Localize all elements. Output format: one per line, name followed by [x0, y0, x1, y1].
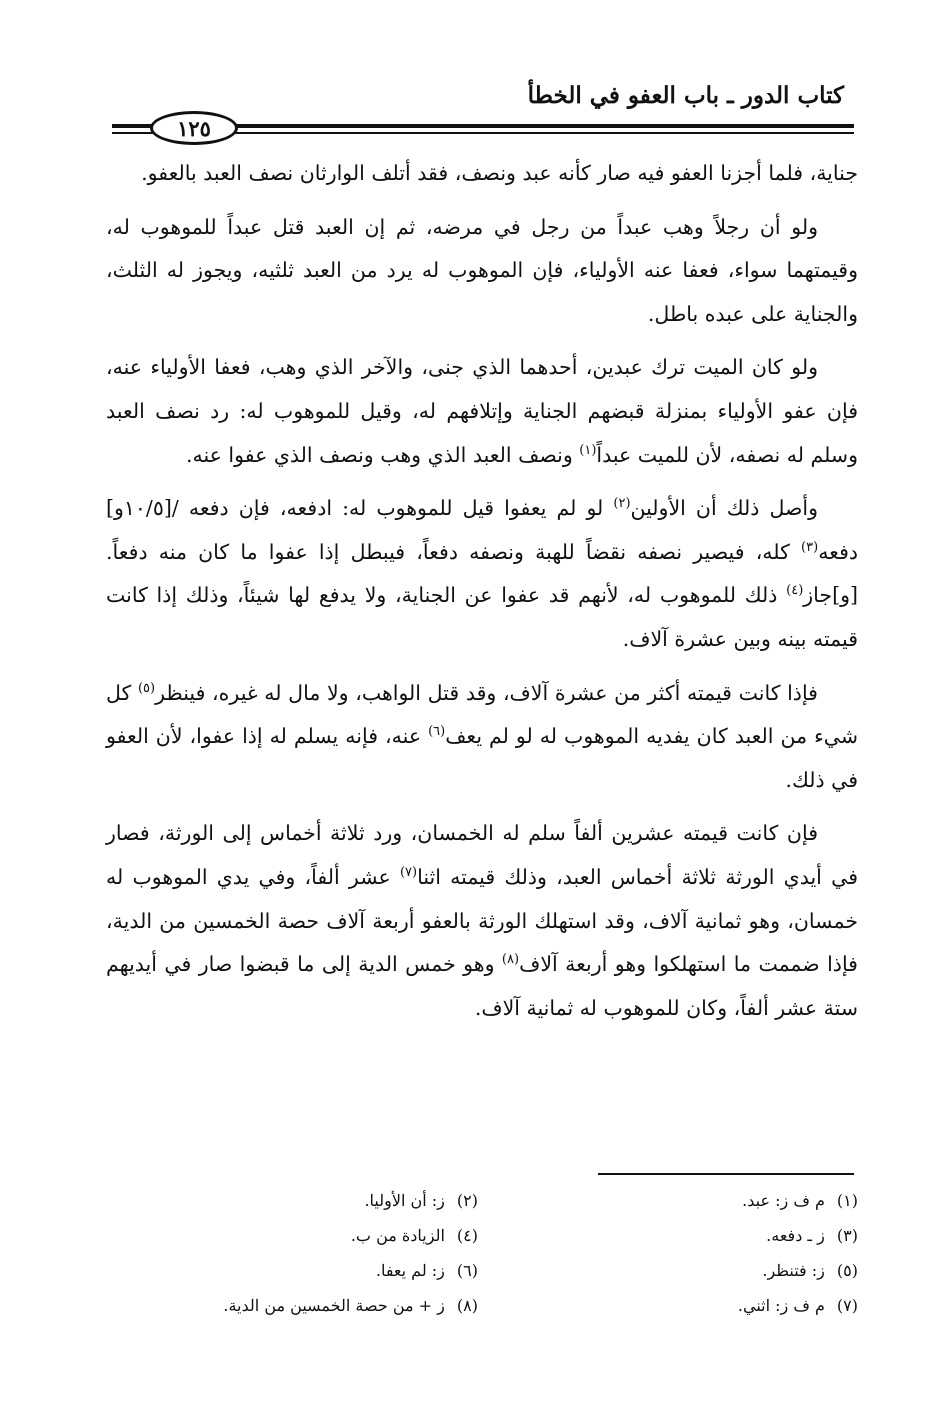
paragraph: ولو أن رجلاً وهب عبداً من رجل في مرضه، ثم إن العبد قتل عبداً للموهوب له، وقيمتهما سواء، فعفا عنه الأولياء، فإن الموهوب له يرد من العبد ثلثيه، ويجوز له الثلث، والجناية على عبده باطل.	[106, 214, 858, 326]
footnotes	[118, 1185, 858, 1322]
main-text	[106, 152, 858, 1040]
paragraph: فإن كانت قيمته عشرين ألفاً سلم له الخمسان، ورد ثلاثة أخماس إلى الورثة، فصار في أيدي الورثة ثلاثة أخماس العبد، وذلك قيمته اثنا$^{(٧)}$ عشر ألفاً، وفي يدي الموهوب له خمسان، وهو ثمانية آلاف، وقد استهلك الورثة بالعفو أربعة آلاف حصة الخمسين من الدية، فإذا ضممت ما استهلكوا وهو أربعة آلاف$^{(٨)}$ وهو خمس الدية إلى ما قبضوا صار في أيديهم ستة عشر ألفاً، وكان للموهوب له ثمانية آلاف.	[106, 821, 858, 1020]
footnote-ref: (٨)	[501, 952, 520, 968]
footnote: (٣)ز ـ دفعه.	[766, 1226, 858, 1245]
footnote: (٨)ز + من حصة الخمسين من الدية.	[223, 1296, 478, 1315]
paragraph: ولو كان الميت ترك عبدين، أحدهما الذي جنى، والآخر الذي وهب، فعفا الأولياء عنه، فإن عفو الأولياء بمنزلة قبضهم الجناية وإتلافهم له، وقيل للموهوب له: رد نصف العبد وسلم له نصفه، لأن للميت عبداً$^{(١)}$ ونصف العبد الذي وهب ونصف الذي عفوا عنه.	[106, 355, 858, 467]
footnote-ref: (٣)	[801, 539, 819, 555]
footnote: (٤)الزيادة من ب.	[350, 1226, 478, 1245]
footnote-ref: (١)	[579, 442, 597, 458]
paragraph: فإذا كانت قيمته أكثر من عشرة آلاف، وقد قتل الواهب، ولا مال له غيره، فينظر$^{(٥)}$ كل شيء من العبد كان يفديه الموهوب له لو لم يعف$^{(٦)}$ عنه، فإنه يسلم له إذا عفوا، لأن العفو في ذلك.	[106, 680, 858, 792]
footnote-ref: (٢)	[613, 496, 631, 512]
footnote: (٢)ز: أن الأوليا.	[364, 1191, 478, 1210]
footnote: (٦)ز: لم يعفا.	[375, 1261, 478, 1280]
paragraph: وأصل ذلك أن الأولين$^{(٢)}$ لو لم يعفوا قيل للموهوب له: ادفعه، فإن دفعه /[١٠/٥و] دفعه$^{(٣)}$ كله، فيصير نصفه نقضاً للهبة ونصفه دفعاً، فيبطل إذا عفوا ما كان منه دفعاً. [و]جاز$^{(٤)}$ ذلك للموهوب له، لأنهم قد عفوا عن الجناية، ولا يدفع لها شيئاً، وذلك إذا كانت قيمته بينه وبين عشرة آلاف.	[106, 496, 858, 651]
footnote-divider	[598, 1173, 854, 1175]
footnote-ref: (٥)	[137, 680, 156, 696]
footnote-ref: (٧)	[399, 865, 418, 881]
footnote-ref: (٦)	[428, 724, 446, 740]
footnote: (١)م ف ز: عبد.	[742, 1191, 858, 1210]
paragraph: جناية، فلما أجزنا العفو فيه صار كأنه عبد ونصف، فقد أتلف الوارثان نصف العبد بالعفو.	[141, 161, 858, 185]
page-number: ١٢٥	[150, 111, 238, 145]
running-title: كتاب الدور ـ باب العفو في الخطأ	[527, 82, 844, 109]
footnote-ref: (٤)	[786, 583, 804, 599]
footnote: (٥)ز: فتنظر.	[762, 1261, 858, 1280]
footnote: (٧)م ف ز: اثني.	[737, 1296, 858, 1315]
